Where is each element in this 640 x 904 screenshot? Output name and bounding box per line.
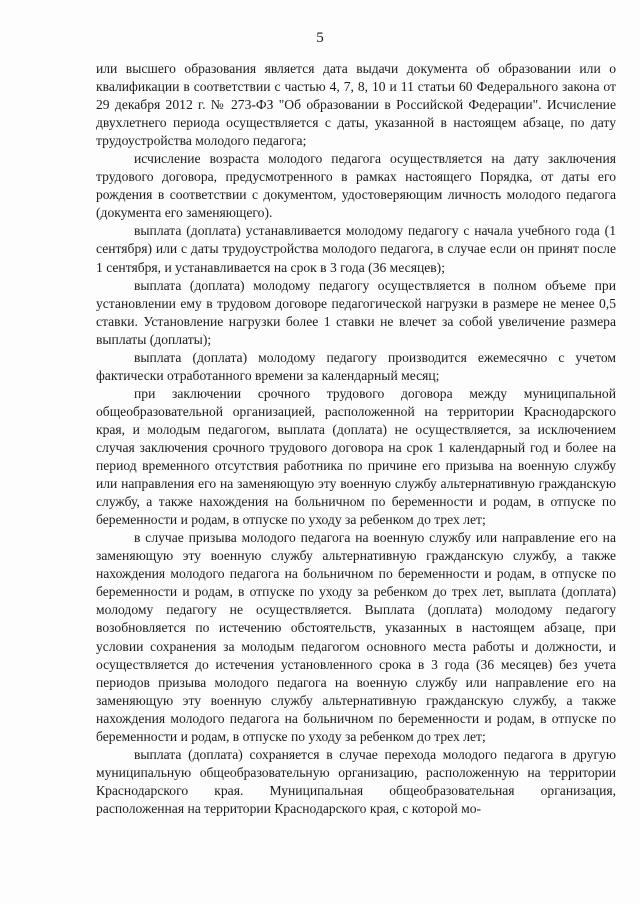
paragraph-monthly-payment: выплата (доплата) молодому педагогу производится ежемесячно с учетом фактически отработанного времени за календарный месяц;: [96, 349, 616, 383]
page-number: 5: [316, 30, 324, 46]
paragraph-military-service: в случае призыва молодого педагога на военную службу или направление его на заменяющую эту военную службу альтернативную гражданскую службу, а также нахождения молодого педагога на больничном по беременности и родам, в отпуске по беременности и родам, в отпуске по уходу за ребенком до трех лет, выплата (доплата) молодому педагогу не осуществляется. Выплата (доплата) молодому педагогу возобновляется по истечению обстоятельств, указанных в настоящем абзаце, при условии сохранения за молодым педагогом основного места работы и должности, и осуществляется до истечения установленного срока в 3 года (36 месяцев) без учета периодов призыва молодого педагога на военную службу или направление его на заменяющую эту военную службу альтернативную гражданскую службу, а также нахождения молодого педагога на больничном по беременности и родам, в отпуске по беременности и родам, в отпуске по уходу за ребенком до трех лет;: [96, 530, 616, 744]
paragraph-continuation: или высшего образования является дата выдачи документа об образовании или о квалификации в соответствии с частью 4, 7, 8, 10 и 11 статьи 60 Федерального закона от 29 декабря 2012 г. № 273-ФЗ "Об образовании в Российской Федерации". Исчисление двухлетнего периода осуществляется с даты, указанной в настоящем абзаце, по дату трудоустройства молодого педагога;: [96, 61, 616, 149]
paragraph-age-calculation: исчисление возраста молодого педагога осуществляется на дату заключения трудового договора, предусмотренного в рамках настоящего Порядка, от даты его рождения в соответствии с документом, удостоверяющим личность молодого педагога (документа его заменяющего).: [96, 151, 616, 221]
paragraph-fixed-term-contract: при заключении срочного трудового договора между муниципальной общеобразовательной организацией, расположенной на территории Краснодарского края, и молодым педагогом, выплата (доплата) не осуществляется, за исключением случая заключения срочного трудового договора на срок 1 календарный год и более на период временного отсутствия работника по причине его призыва на военную службу или направления его на заменяющую эту военную службу альтернативную гражданскую службу, а также нахождения на больничном по беременности и родам, в отпуске по беременности и родам, в отпуске по уходу за ребенком до трех лет;: [96, 385, 616, 528]
paragraph-transfer: выплата (доплата) сохраняется в случае перехода молодого педагога в другую муниципальную общеобразовательную организацию, расположенную на территории Краснодарского края. Муниципальная общеобразовательная организация, расположенная на территории Краснодарского края, с которой мо-: [96, 746, 616, 816]
paragraph-full-payment: выплата (доплата) молодому педагогу осуществляется в полном объеме при установлении ему в трудовом договоре педагогической нагрузки в размере не менее 0,5 ставки. Установление нагрузки более 1 ставки не влечет за собой увеличение размера выплаты (доплаты);: [96, 277, 616, 347]
paragraph-payment-start: выплата (доплата) устанавливается молодому педагогу с начала учебного года (1 сентября) или с даты трудоустройства молодого педагога, в случае если он принят после 1 сентября, и устанавливается на срок в 3 года (36 месяцев);: [96, 223, 616, 275]
document-body: [96, 60, 616, 818]
